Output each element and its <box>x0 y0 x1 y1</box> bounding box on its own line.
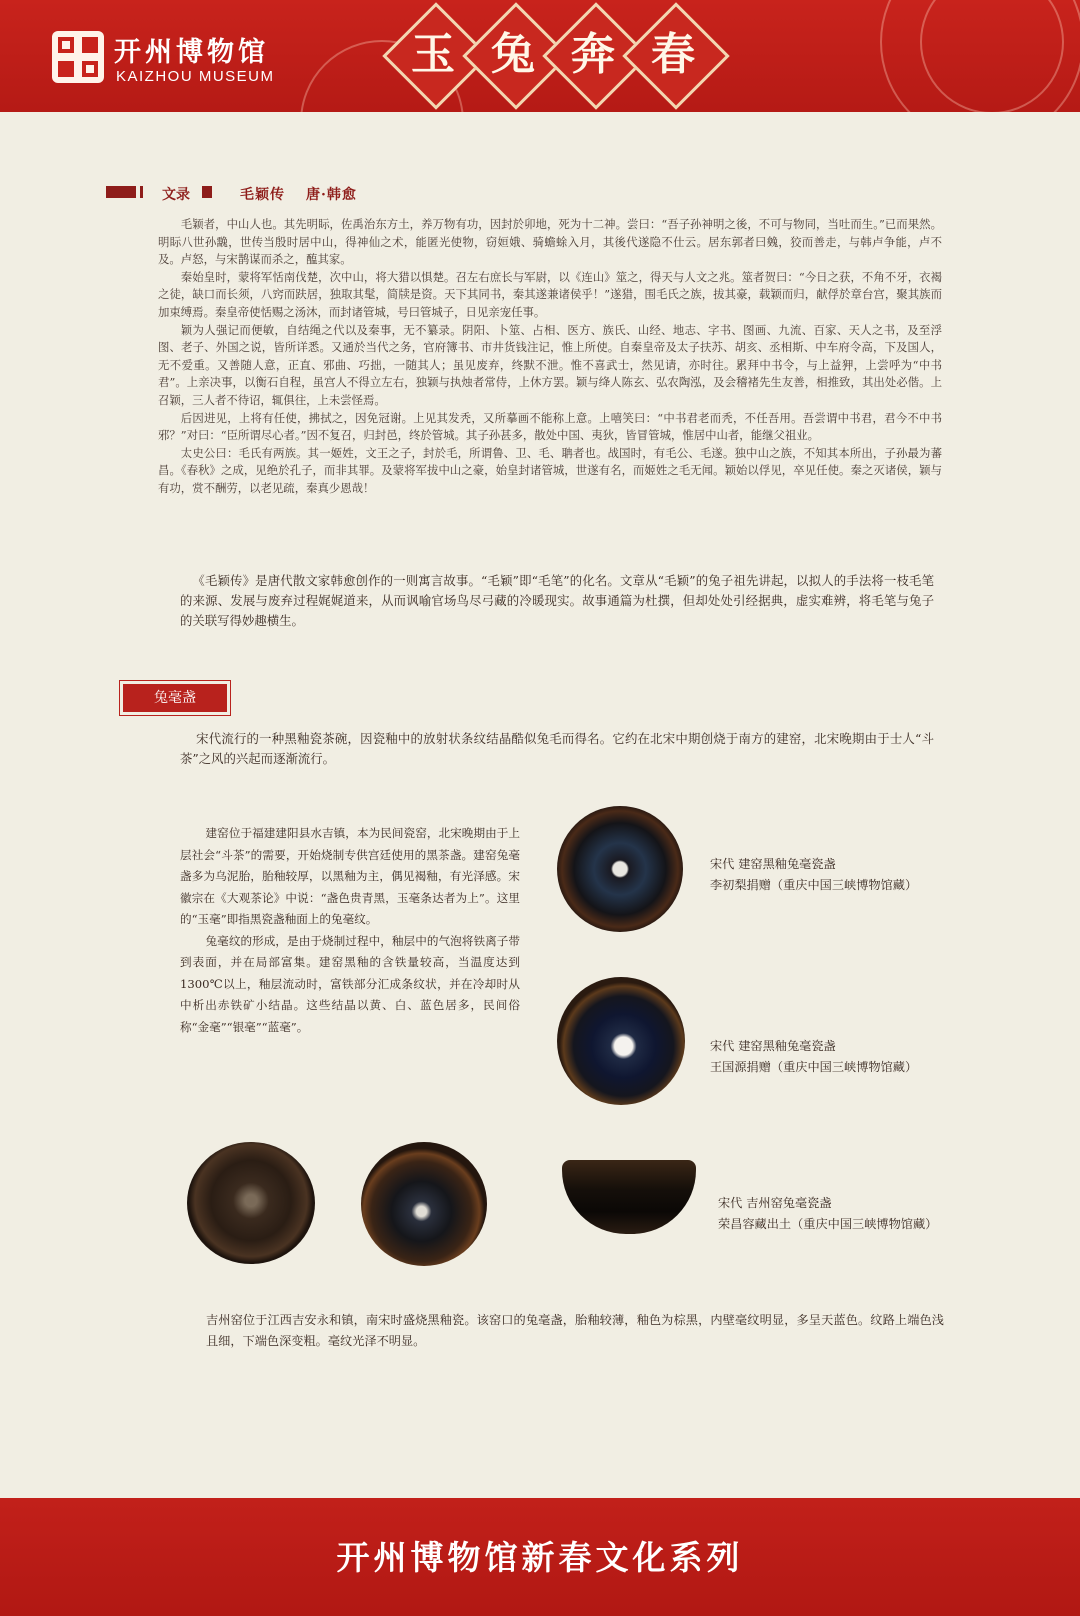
bowl-photo-3 <box>187 1142 315 1264</box>
museum-name-en: KAIZHOU MUSEUM <box>116 68 275 85</box>
heading-bar <box>140 186 143 198</box>
classical-paragraph: 毛颖者，中山人也。其先明眎，佐禹治东方土，养万物有功，因封於卯地，死为十二神。尝曰：“吾子孙神明之後，不可与物同，当吐而生。”已而果然。明眎八世孙䨲，世传当殷时居中山，得神仙之术，能匿光使物，窃姮娥、骑蟾蜍入月，其後代遂隐不仕云。居东郭者曰㕙，狡而善走，与韩卢争能，卢不及。卢怒，与宋鹊谋而杀之，醢其家。 <box>158 217 942 267</box>
museum-logo-icon <box>52 31 104 83</box>
section-tag: 兔毫盏 <box>123 684 227 712</box>
bowl-photo-4 <box>361 1142 487 1266</box>
museum-name-cn: 开州博物馆 <box>114 37 269 68</box>
bowl-caption-2 <box>710 1036 917 1078</box>
title-char: 兔 <box>491 29 535 80</box>
article-author: 唐·韩愈 <box>306 187 357 203</box>
caption-title: 宋代 吉州窑兔毫瓷盏 <box>718 1196 832 1210</box>
tea-bowl-intro <box>180 729 934 769</box>
heading-bar <box>202 186 212 198</box>
title-char: 玉 <box>411 29 455 80</box>
jian-kiln-text <box>180 823 520 1038</box>
classical-paragraph: 秦始皇时，蒙将军恬南伐楚，次中山，将大猎以惧楚。召左右庶长与军尉，以《连山》筮之，得天与人文之兆。筮者贺曰：“今日之获，不角不牙，衣褐之徒，缺口而长须，八窍而趺居，独取其髦，简牍是资。天下其同书，秦其遂兼诸侯乎！”遂猎，围毛氏之族，拔其豪，载颖而归，献俘於章台宫，聚其族而加束缚焉。秦皇帝使恬赐之汤沐，而封诸管城，号曰管城子，日见亲宠任事。 <box>158 269 942 319</box>
jizhou-paragraph: 吉州窑位于江西吉安永和镇，南宋时盛烧黑釉瓷。该窑口的兔毫盏，胎釉较薄，釉色为棕黑，内壁毫纹明显，多呈天蓝色。纹路上端色浅且细，下端色深变粗。毫纹光泽不明显。 <box>206 1313 944 1348</box>
footer-title: 开州博物馆新春文化系列 <box>336 1538 744 1577</box>
caption-source: 王国源捐赠（重庆中国三峡博物馆藏） <box>710 1060 918 1074</box>
caption-source: 李初梨捐赠（重庆中国三峡博物馆藏） <box>710 878 918 892</box>
classical-text <box>158 216 942 498</box>
section-label: 文录 <box>162 187 190 203</box>
jian-paragraph: 建窑位于福建建阳县水吉镇，本为民间瓷窑，北宋晚期由于上层社会“斗茶”的需要，开始烧制专供宫廷使用的黑茶盏。建窑兔毫盏多为乌泥胎，胎釉较厚，以黑釉为主，偶见褐釉，有光泽感。宋徽宗在《大观茶论》中说：“盏色贵青黑，玉毫条达者为上”。这里的“玉毫”即指黑瓷盏釉面上的兔毫纹。 <box>180 826 520 926</box>
jizhou-kiln-text <box>206 1310 944 1352</box>
classical-paragraph: 后因进见，上将有任使，拂拭之，因免冠谢。上见其发秃，又所摹画不能称上意。上嘻笑曰：“中书君老而秃，不任吾用。吾尝谓中书君，君今不中书邪？”对曰：“臣所谓尽心者。”因不复召，归封邑，终於管城。其子孙甚多，散处中国、夷狄，皆冒管城，惟居中山者，能继父祖业。 <box>158 410 942 443</box>
article-intro <box>180 571 934 631</box>
classical-paragraph: 颖为人强记而便敏，自结绳之代以及秦事，无不纂录。阴阳、卜筮、占相、医方、族氏、山经、地志、字书、图画、九流、百家、天人之书，及至浮图、老子、外国之说，皆所详悉。又通於当代之务，官府簿书、市井货钱注记，惟上所使。自秦皇帝及太子扶苏、胡亥、丞相斯、中车府令高，下及国人，无不爱重。又善随人意，正直、邪曲、巧拙，一随其人；虽见废弃，终默不泄。惟不喜武士，然见请，亦时往。累拜中书令，与上益狎，上尝呼为“中书君”。上亲决事，以衡石自程，虽宫人不得立左右，独颖与执烛者常侍，上休方罢。颖与绛人陈玄、弘农陶泓，及会稽褚先生友善，相推致，其出处必偕。上召颖，三人者不待诏，辄俱往，上未尝怪焉。 <box>158 322 942 407</box>
title-char: 春 <box>651 29 695 80</box>
intro-paragraph: 宋代流行的一种黑釉瓷茶碗，因瓷釉中的放射状条纹结晶酷似兔毛而得名。它约在北宋中期创烧于南方的建窑，北宋晚期由于士人“斗茶”之风的兴起而逐渐流行。 <box>180 731 934 766</box>
bowl-photo-5 <box>562 1160 696 1234</box>
bowl-photo-2 <box>557 977 685 1105</box>
intro-paragraph: 《毛颖传》是唐代散文家韩愈创作的一则寓言故事。“毛颖”即“毛笔”的化名。文章从“毛颖”的兔子祖先讲起，以拟人的手法将一枝毛笔的来源、发展与废弃过程娓娓道来，从而讽喻官场鸟尽弓藏的冷暖现实。故事通篇为杜撰，但却处处引经据典，虚实难辨，将毛笔与兔子的关联写得妙趣横生。 <box>180 573 934 628</box>
heading-bar <box>106 186 136 198</box>
bowl-photo-1 <box>557 806 683 932</box>
caption-source: 荣昌容藏出土（重庆中国三峡博物馆藏） <box>718 1217 938 1231</box>
header-banner <box>0 0 1080 112</box>
caption-title: 宋代 建窑黑釉兔毫瓷盏 <box>710 1039 836 1053</box>
title-char: 奔 <box>571 29 615 80</box>
article-title: 毛颖传 <box>240 187 285 203</box>
page-title <box>380 6 710 106</box>
bowl-caption-1 <box>710 854 917 896</box>
bowl-caption-3 <box>718 1193 937 1235</box>
classical-paragraph: 太史公曰：毛氏有两族。其一姬姓，文王之子，封於毛，所谓鲁、卫、毛、聃者也。战国时，有毛公、毛遂。独中山之族，不知其本所出，子孙最为蕃昌。《春秋》之成，见绝於孔子，而非其罪。及蒙将军拔中山之豪，始皇封诸管城，世遂有名，而姬姓之毛无闻。颖始以俘见，卒见任使。秦之灭诸侯，颖与有功，赏不酬劳，以老见疏，秦真少恩哉！ <box>158 445 942 495</box>
caption-title: 宋代 建窑黑釉兔毫瓷盏 <box>710 857 836 871</box>
jian-paragraph: 兔毫纹的形成，是由于烧制过程中，釉层中的气泡将铁离子带到表面，并在局部富集。建窑黑釉的含铁量较高，当温度达到1300℃以上，釉层流动时，富铁部分汇成条纹状，并在冷却时从中析出赤铁矿小结晶。这些结晶以黄、白、蓝色居多，民间俗称“金毫”“银毫”“蓝毫”。 <box>180 933 520 1034</box>
